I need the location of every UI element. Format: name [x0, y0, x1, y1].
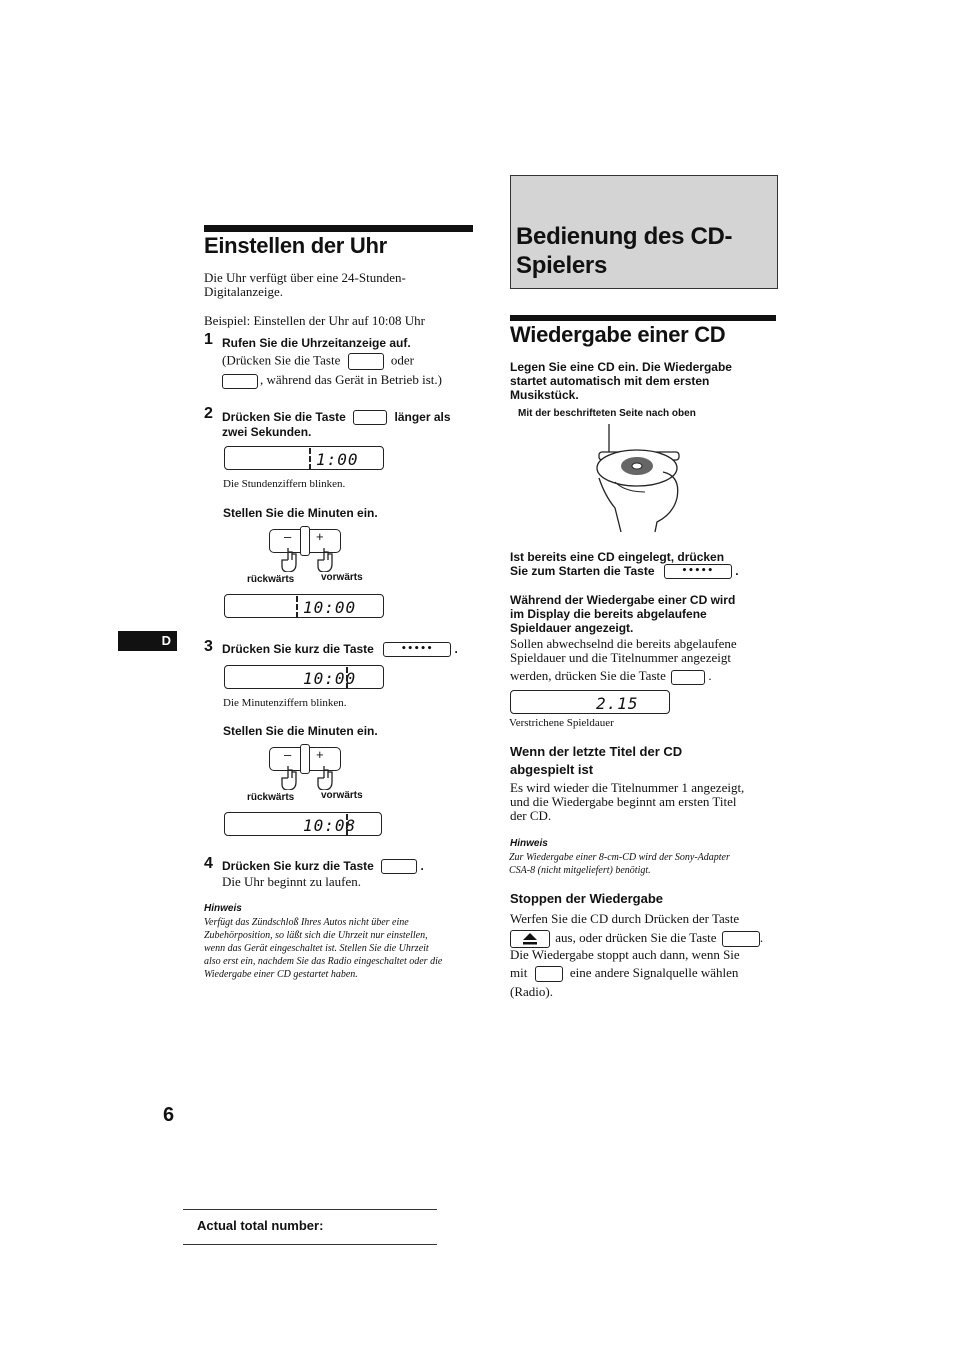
clock-button-icon	[381, 859, 417, 874]
right-note-body	[509, 851, 730, 877]
page-number: 6	[163, 1104, 175, 1126]
rocker-center-divider	[300, 526, 310, 556]
minus-sign: –	[284, 747, 292, 762]
stop-heading: Stoppen der Wiedergabe	[510, 891, 664, 906]
left-section-title: Einstellen der Uhr	[204, 233, 387, 258]
lcd-caption: Die Minutenziffern blinken.	[223, 697, 347, 709]
stop-text: aus, oder drücken Sie die Taste	[555, 929, 717, 945]
eject-button-icon	[510, 930, 550, 948]
lcd-readout: 10:08	[303, 816, 357, 835]
during-line: im Display die bereits abgelaufene	[510, 607, 707, 621]
already-line: Sie zum Starten die Taste	[510, 564, 655, 578]
stop-line-4	[510, 966, 738, 982]
lcd-display-elapsed	[510, 690, 670, 714]
display-button-icon	[671, 670, 705, 685]
display-button-icon	[222, 374, 258, 389]
step-1-number: 1	[204, 331, 213, 348]
chapter-title-line: Bedienung des CD-	[516, 223, 733, 250]
note-line: wenn das Gerät eingeschaltet ist. Stellen Sie die Uhrzeit	[204, 943, 429, 954]
already-line: Ist bereits eine CD eingelegt, drücken	[510, 550, 725, 564]
pointing-hand-icon	[316, 766, 336, 790]
step-1-heading: Rufen Sie die Uhrzeitanzeige auf.	[222, 336, 411, 350]
stop-text: .	[759, 929, 764, 945]
stop-line-1: Werfen Sie die CD durch Drücken der Taste	[510, 911, 740, 926]
pointing-hand-icon	[280, 548, 300, 572]
lcd-readout: 2.15	[596, 694, 639, 713]
last-body-line: Es wird wieder die Titelnummer 1 angezeigt,	[510, 780, 745, 795]
play-button-icon: •••••	[383, 642, 451, 657]
note-line: Zubehörposition, so läßt sich die Uhrzeit nur einstellen,	[204, 930, 428, 941]
left-title-rule	[204, 225, 473, 232]
eject-icon	[522, 933, 538, 945]
during-playback-heading	[510, 593, 735, 635]
step-3-heading	[222, 642, 458, 657]
step-3-number: 3	[204, 638, 213, 655]
set-minutes-label: Stellen Sie die Minuten ein.	[223, 506, 378, 520]
pointing-hand-icon	[280, 766, 300, 790]
step-3-text: .	[454, 642, 458, 656]
footer-label: Actual total number:	[197, 1218, 324, 1233]
last-head-line: Wenn der letzte Titel der CD	[510, 744, 683, 759]
step-1-text: oder	[390, 352, 414, 368]
step-4-number: 4	[204, 855, 213, 872]
note-line: Zur Wiedergabe einer 8-cm-CD wird der Sony-Adapter	[509, 852, 730, 863]
stop-line-3: Die Wiedergabe stoppt auch dann, wenn Sie	[510, 947, 740, 962]
pointing-hand-icon	[316, 548, 336, 572]
stop-line-2	[510, 930, 763, 948]
blink-mark-icon	[346, 667, 356, 689]
during-body-line: Sollen abwechselnd die bereits abgelaufene	[510, 636, 737, 651]
lead-line: startet automatisch mit dem ersten	[510, 374, 710, 388]
side-tab-d	[118, 631, 177, 651]
step-4-text: Drücken Sie kurz die Taste	[222, 859, 374, 873]
chapter-title	[516, 222, 732, 280]
during-body-line: Spieldauer und die Titelnummer angezeigt	[510, 650, 731, 665]
last-head-line: abgespielt ist	[510, 762, 594, 777]
blink-mark-icon	[346, 814, 356, 836]
source-select-button-icon	[535, 966, 563, 982]
step-1-text: , während das Gerät in Betrieb ist.)	[260, 372, 442, 387]
intro-line: Die Uhr verfügt über eine 24-Stunden-	[204, 270, 406, 285]
step-2-text: länger als	[394, 410, 451, 424]
lcd-readout: 10:00	[303, 669, 357, 688]
step-4-heading	[222, 859, 424, 874]
during-playback-last	[510, 669, 712, 685]
lcd-readout: 1:00	[316, 450, 359, 469]
during-playback-body	[510, 637, 737, 665]
during-body-line: .	[708, 668, 712, 683]
rocker-back-label: rückwärts	[247, 792, 295, 803]
clock-button-icon	[353, 410, 387, 425]
lcd-caption: Die Stundenziffern blinken.	[223, 478, 346, 490]
right-note-title: Hinweis	[510, 838, 548, 849]
chapter-title-line: Spielers	[516, 252, 607, 279]
left-intro	[204, 271, 406, 299]
step-1-line2	[222, 373, 442, 389]
plus-sign: +	[316, 747, 324, 762]
note-line: CSA-8 (nicht mitgeliefert) benötigt.	[509, 865, 651, 876]
set-minutes-label: Stellen Sie die Minuten ein.	[223, 724, 378, 738]
footer-rule-bottom	[183, 1244, 437, 1245]
stop-text: mit	[510, 965, 528, 980]
already-inserted-text	[510, 550, 739, 579]
last-body-line: der CD.	[510, 808, 552, 823]
stop-line-5: (Radio).	[510, 984, 553, 999]
footer-rule-top	[183, 1209, 437, 1210]
during-body-line: werden, drücken Sie die Taste	[510, 668, 666, 683]
rocker-center-divider	[300, 744, 310, 774]
step-2-text: zwei Sekunden.	[222, 425, 312, 440]
figure-label: Mit der beschrifteten Seite nach oben	[518, 408, 696, 419]
step-2-number: 2	[204, 405, 213, 422]
step-4-text: .	[420, 859, 424, 873]
last-track-body	[510, 781, 744, 823]
intro-line: Digitalanzeige.	[204, 284, 284, 299]
play-button-icon: •••••	[664, 564, 732, 579]
stop-text: eine andere Signalquelle wählen	[569, 965, 739, 980]
note-line: Wiedergabe einer CD gestartet haben.	[204, 969, 358, 980]
lead-line: Legen Sie eine CD ein. Die Wiedergabe	[510, 360, 732, 374]
minus-sign: –	[284, 529, 292, 544]
left-example: Beispiel: Einstellen der Uhr auf 10:08 Uhr	[204, 313, 425, 328]
last-body-line: und die Wiedergabe beginnt am ersten Titel	[510, 794, 737, 809]
rocker-back-label: rückwärts	[247, 574, 295, 585]
step-1-line1	[222, 353, 414, 370]
right-title-rule	[510, 315, 776, 321]
source-button-icon	[722, 931, 760, 947]
lcd-readout: 10:00	[303, 598, 357, 617]
rocker-forward-label: vorwärts	[321, 790, 363, 801]
lead-line: Musikstück.	[510, 388, 579, 402]
right-section-title: Wiedergabe einer CD	[510, 322, 726, 347]
during-line: Spieldauer angezeigt.	[510, 621, 634, 635]
side-tab-label: D	[161, 633, 171, 648]
lcd-caption: Verstrichene Spieldauer	[509, 717, 614, 729]
plus-sign: +	[316, 529, 324, 544]
step-3-text: Drücken Sie kurz die Taste	[222, 642, 374, 656]
already-line: .	[735, 564, 739, 578]
left-note-title: Hinweis	[204, 903, 242, 914]
note-line: Verfügt das Zündschloß Ihres Autos nicht über eine	[204, 917, 409, 928]
rocker-forward-label: vorwärts	[321, 572, 363, 583]
during-line: Während der Wiedergabe einer CD wird	[510, 593, 736, 607]
left-note-body	[204, 916, 442, 981]
step-1-text: (Drücken Sie die Taste	[222, 352, 341, 368]
note-line: also erst ein, nachdem Sie das Radio eingeschaltet oder die	[204, 956, 443, 967]
cd-insertion-illustration	[585, 422, 695, 534]
clock-button-icon	[348, 353, 384, 370]
lcd-display-hours-blink	[224, 446, 384, 470]
step-2-heading	[222, 410, 472, 439]
last-track-heading	[510, 743, 682, 779]
step-4-sub: Die Uhr beginnt zu laufen.	[222, 874, 361, 889]
right-lead	[510, 360, 732, 402]
step-2-text: Drücken Sie die Taste	[222, 410, 346, 424]
